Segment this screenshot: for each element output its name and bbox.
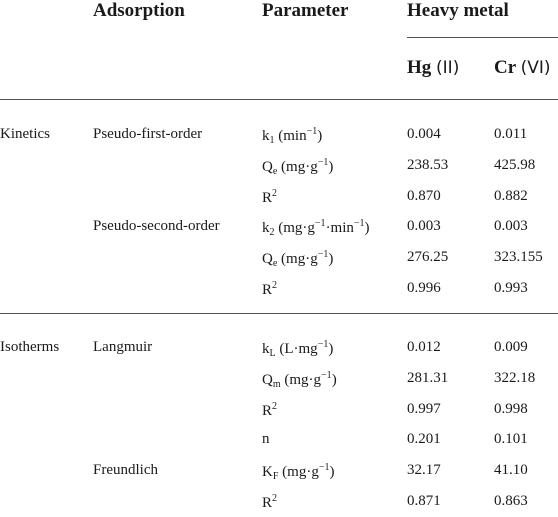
hg-value: 0.003 [407, 218, 441, 235]
cr-value: 323.155 [494, 249, 543, 266]
header-cr [494, 57, 550, 79]
param-unit-tail: ) [329, 464, 335, 481]
param-superscript: 2 [272, 280, 278, 291]
parameter-cell [262, 249, 333, 269]
param-superscript: −1 [306, 126, 318, 137]
param-superscript: −1 [353, 218, 365, 230]
param-unit: (mg·g [277, 251, 318, 268]
section-label: Kinetics [0, 126, 50, 142]
param-symbol: Q [262, 371, 273, 388]
cr-value: 0.993 [494, 280, 528, 296]
cr-value: 0.003 [494, 218, 528, 235]
param-subscript: 1 [269, 135, 275, 146]
hg-value: 238.53 [407, 156, 449, 173]
cr-value: 322.18 [494, 369, 536, 386]
param-unit-tail: ) [331, 371, 337, 388]
parameter-cell [262, 431, 270, 448]
parameter-cell [262, 188, 277, 207]
model-label: Freundlich [93, 462, 158, 479]
hg-value: 0.201 [407, 431, 441, 448]
cr-value: 0.882 [494, 187, 528, 204]
param-unit: (min [274, 128, 307, 144]
hg-value: 32.17 [407, 462, 441, 479]
heavy-metal-underline [407, 37, 558, 38]
parameter-cell [262, 126, 322, 146]
parameter-cell [262, 401, 277, 420]
parameter-cell [262, 462, 334, 482]
param-subscript: L [269, 348, 276, 359]
param-unit: (mg·g [278, 464, 319, 481]
model-label: Pseudo-second-order [93, 218, 220, 235]
hg-value: 0.997 [407, 400, 441, 417]
header-heavy-metal: Heavy metal [407, 0, 509, 21]
model-label: Langmuir [93, 339, 153, 355]
hg-value: 0.870 [407, 187, 441, 204]
param-superscript: −1 [317, 249, 329, 261]
cr-value: 41.10 [494, 462, 528, 479]
parameter-cell [262, 157, 333, 177]
cr-value: 0.009 [494, 339, 528, 355]
parameter-cell [262, 370, 337, 390]
param-unit-tail: ·min [325, 220, 354, 237]
cr-value: 0.011 [494, 126, 528, 142]
param-superscript: −1 [318, 462, 330, 474]
hg-value: 0.012 [407, 339, 441, 355]
param-symbol: Q [262, 251, 273, 268]
param-subscript: e [272, 165, 278, 177]
param-symbol: k [262, 341, 270, 357]
param-symbol: n [262, 431, 270, 448]
param-symbol: Q [262, 158, 273, 175]
param-superscript: −1 [321, 369, 332, 381]
param-unit: (mg·g [277, 158, 318, 175]
hg-value: 0.996 [407, 280, 441, 296]
param-symbol: k [262, 128, 270, 144]
param-subscript: m [272, 378, 281, 390]
header-cr-paren: (VI) [520, 58, 551, 78]
parameter-cell [262, 493, 277, 512]
param-superscript: −1 [314, 218, 326, 230]
header-hg-paren: (II) [436, 58, 460, 78]
header-cr-label: Cr [494, 57, 516, 78]
section-label: Isotherms [0, 339, 60, 355]
param-unit-tail: ) [328, 158, 334, 175]
param-subscript: 2 [269, 227, 275, 239]
parameter-cell [262, 339, 333, 359]
section-divider [0, 313, 558, 314]
param-unit: (mg·g [280, 371, 322, 388]
header-parameter: Parameter [262, 0, 349, 21]
param-symbol: R [262, 495, 273, 511]
param-unit-tail: ) [364, 220, 370, 237]
param-unit-tail: ) [328, 341, 334, 357]
param-superscript: 2 [272, 400, 278, 412]
param-superscript: 2 [272, 187, 278, 199]
param-symbol: R [262, 282, 273, 298]
header-hg-label: Hg [407, 57, 432, 78]
hg-value: 281.31 [407, 369, 449, 386]
param-unit: (L·mg [275, 341, 318, 357]
hg-value: 276.25 [407, 249, 449, 266]
param-subscript: F [272, 471, 279, 483]
header-divider [0, 99, 558, 100]
param-unit-tail: ) [317, 128, 323, 144]
param-symbol: K [262, 464, 273, 481]
cr-value: 0.101 [494, 431, 528, 448]
param-symbol: R [262, 402, 273, 419]
param-subscript: e [272, 258, 278, 270]
param-superscript: 2 [272, 493, 278, 504]
cr-value: 0.998 [494, 400, 528, 417]
cr-value: 0.863 [494, 493, 528, 509]
model-label: Pseudo-first-order [93, 126, 203, 142]
cr-value: 425.98 [494, 156, 536, 173]
parameter-cell [262, 280, 277, 299]
header-hg [407, 57, 459, 79]
param-unit: (mg·g [274, 220, 315, 237]
hg-value: 0.871 [407, 493, 441, 509]
param-symbol: k [262, 220, 270, 237]
parameter-cell [262, 218, 370, 238]
param-superscript: −1 [317, 156, 329, 168]
hg-value: 0.004 [407, 126, 441, 142]
header-adsorption: Adsorption [93, 0, 185, 21]
param-symbol: R [262, 189, 273, 206]
param-unit-tail: ) [328, 251, 334, 268]
param-superscript: −1 [317, 339, 329, 350]
